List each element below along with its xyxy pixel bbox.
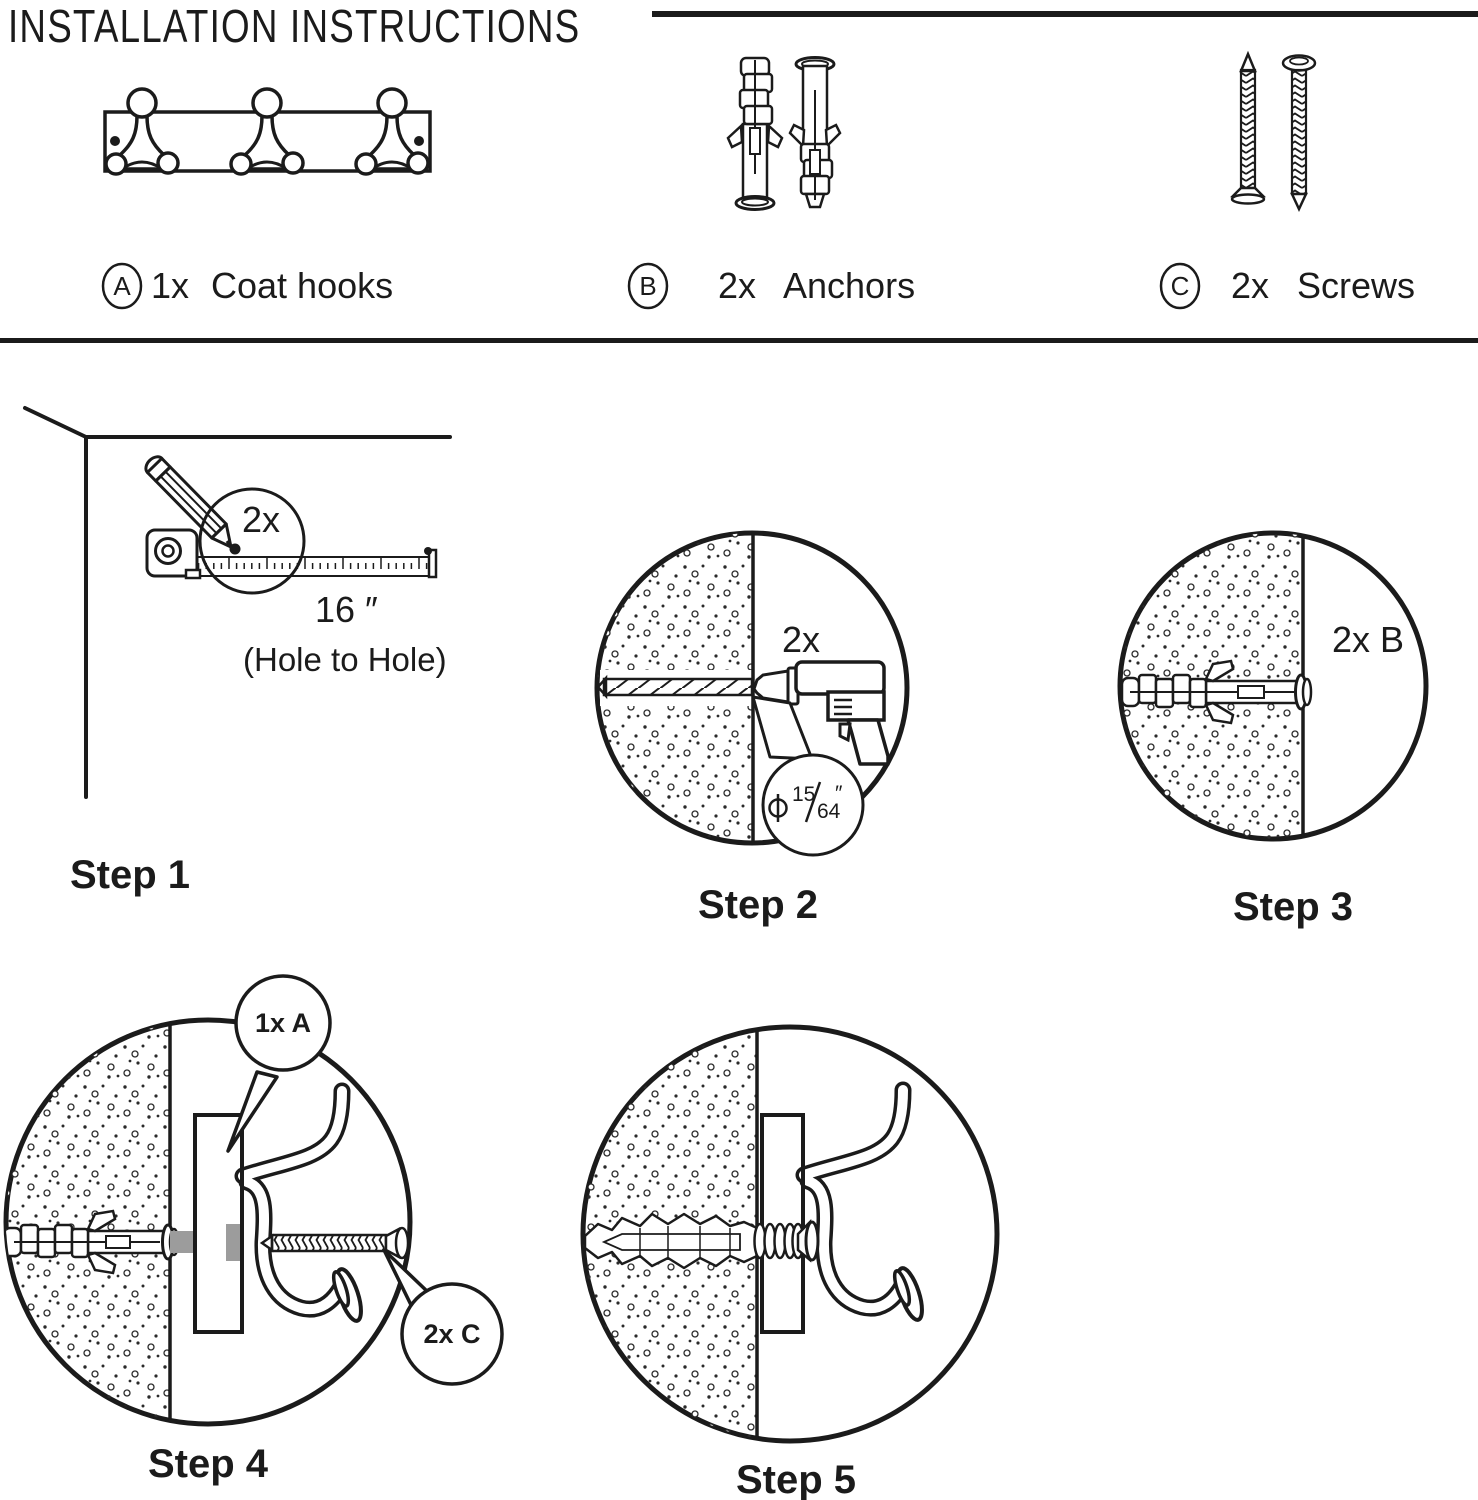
- title-rule: [652, 11, 1478, 17]
- step4-label: Step 4: [147, 1442, 269, 1486]
- step2-label: Step 2: [697, 883, 819, 927]
- screws-drawing: [1232, 54, 1315, 209]
- part-a-qty: 1x: [151, 265, 190, 306]
- page-title: INSTALLATION INSTRUCTIONS: [8, 0, 581, 52]
- step2-drill-qty: 2x: [782, 619, 821, 660]
- part-b-label-row: [629, 264, 915, 308]
- wall-texture: [6, 1020, 170, 1424]
- wall-corner-lines: [25, 408, 450, 797]
- part-a-label-row: [103, 264, 393, 308]
- step3-label: Step 3: [1232, 885, 1354, 929]
- step1-diagram: [25, 408, 450, 897]
- step2-diagram: [597, 533, 907, 927]
- diameter-denominator: 64: [817, 800, 841, 823]
- pencil-mark-left: [230, 544, 241, 555]
- step1-label: Step 1: [69, 853, 191, 897]
- part-b-letter: B: [639, 271, 657, 301]
- part-a-letter: A: [113, 271, 131, 301]
- tape-measure: [147, 530, 436, 578]
- anchors-drawing: [728, 58, 840, 210]
- parts-list: [0, 54, 1478, 343]
- diameter-unit: ″: [835, 782, 843, 805]
- header: [8, 0, 1478, 52]
- part-c-name: Screws: [1297, 265, 1416, 306]
- step1-mark-qty: 2x: [242, 499, 281, 540]
- drill-trigger: [840, 724, 850, 740]
- step1-note: (Hole to Hole): [243, 641, 447, 678]
- coat-hooks-drawing: [105, 89, 430, 174]
- rail-screw-hole-right: [414, 136, 424, 146]
- part-c-letter: C: [1170, 271, 1190, 301]
- step3-diagram: [1120, 533, 1426, 929]
- part-a-name: Coat hooks: [211, 265, 394, 306]
- step4-diagram: [4, 976, 502, 1486]
- section-divider: [0, 338, 1478, 343]
- part-c-qty: 2x: [1231, 265, 1270, 306]
- step4-callout-hooks: 1x A: [254, 1008, 312, 1038]
- step3-callout: 2x B: [1332, 619, 1405, 660]
- part-b-name: Anchors: [783, 265, 916, 306]
- step1-distance: 16 ″: [315, 589, 378, 630]
- part-b-qty: 2x: [718, 265, 757, 306]
- diameter-numerator: 15: [792, 783, 816, 806]
- step5-label: Step 5: [735, 1458, 857, 1500]
- pencil-mark-right: [424, 547, 432, 555]
- drill-bit: [604, 679, 752, 695]
- rail-screw-hole-left: [110, 136, 120, 146]
- hook-rail-plate: [195, 1115, 242, 1332]
- screw-driven-in: [755, 1222, 819, 1260]
- step4-callout-screws: 2x C: [423, 1319, 481, 1349]
- part-c-label-row: [1161, 264, 1415, 308]
- step5-diagram: [583, 1027, 997, 1500]
